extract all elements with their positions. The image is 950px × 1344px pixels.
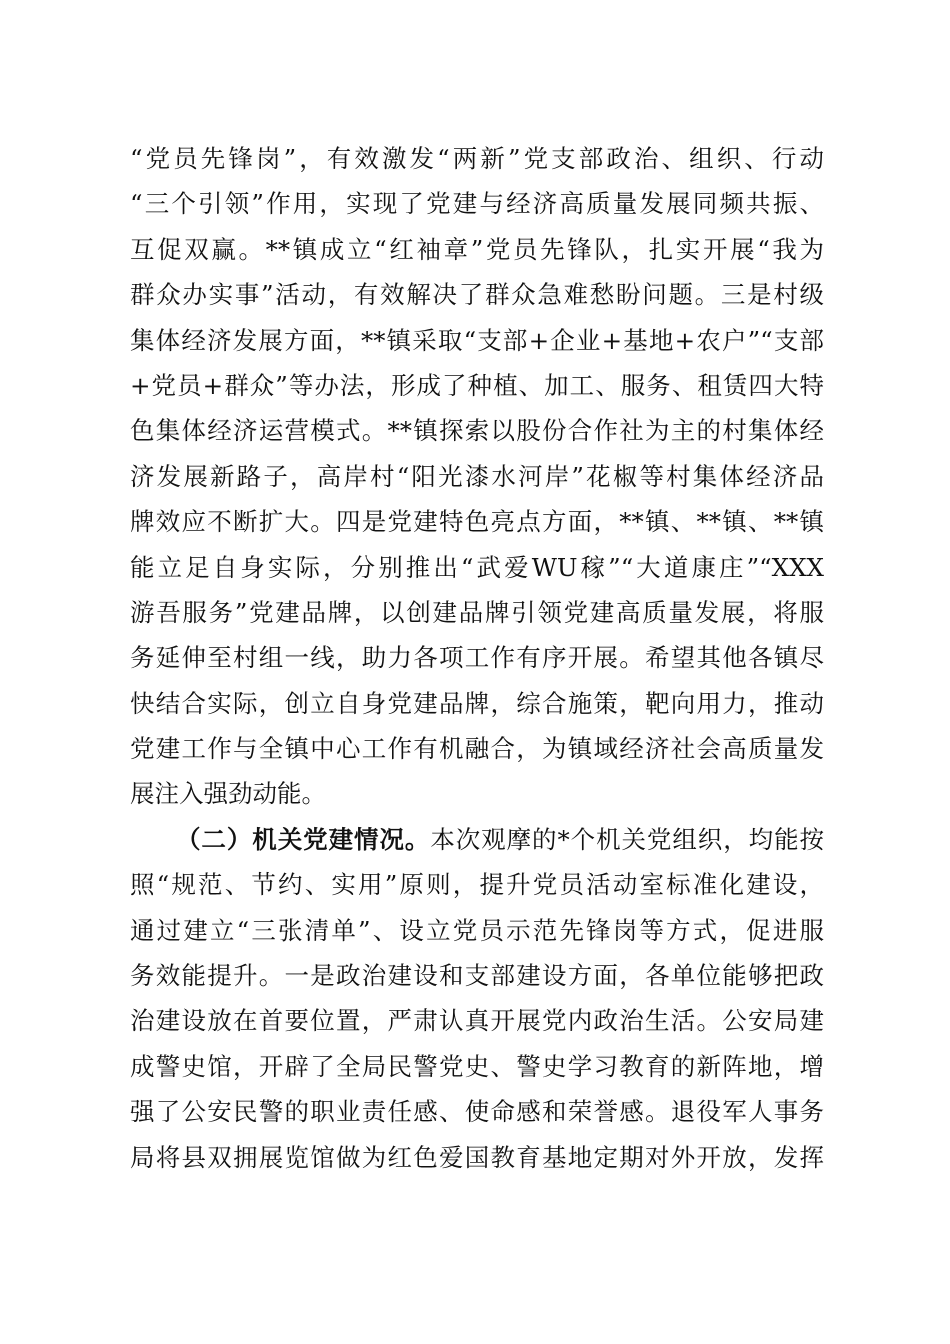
text-line: 照“规范、节约、实用”原则，提升党员活动室标准化建设，	[130, 870, 824, 900]
text-line: “党员先锋岗”，有效激发“两新”党支部政治、组织、行动	[130, 144, 824, 173]
text-line: 通过建立“三张清单”、设立党员示范先锋岗等方式，促进服	[130, 915, 824, 945]
text-line: 展注入强劲动能。	[130, 779, 326, 809]
text-line: +党员+群众”等办法，形成了种植、加工、服务、租赁四大特	[130, 370, 824, 400]
document-page	[130, 136, 824, 1180]
text-line: 党建工作与全镇中心工作有机融合，为镇域经济社会高质量发	[130, 734, 824, 764]
text-line: 能立足自身实际，分别推出“武爱WU稼”“大道康庄”“XXX	[130, 552, 824, 582]
text-line-first	[130, 817, 824, 862]
section-heading: （二）机关党建情况。	[176, 824, 431, 854]
text-line: 务延伸至村组一线，助力各项工作有序开展。希望其他各镇尽	[130, 643, 824, 673]
text-line: 集体经济发展方面，**镇采取“支部+企业+基地+农户”“支部	[130, 325, 824, 355]
text-run: 本次观摩的*个机关党组织，均能按	[430, 824, 825, 854]
text-line: 强了公安民警的职业责任感、使命感和荣誉感。退役军人事务	[130, 1097, 824, 1127]
text-line: “三个引领”作用，实现了党建与经济高质量发展同频共振、	[130, 189, 824, 219]
text-line: 成警史馆，开辟了全局民警党史、警史学习教育的新阵地，增	[130, 1051, 824, 1081]
paragraph-town-party-building	[130, 136, 824, 817]
text-line: 济发展新路子，高岸村“阳光漆水河岸”花椒等村集体经济品	[130, 461, 824, 491]
text-line: 游吾服务”党建品牌，以创建品牌引领党建高质量发展，将服	[130, 597, 824, 627]
text-line: 互促双赢。**镇成立“红袖章”党员先锋队，扎实开展“我为	[130, 234, 824, 264]
text-line: 色集体经济运营模式。**镇探索以股份合作社为主的村集体经	[130, 416, 824, 446]
text-line: 务效能提升。一是政治建设和支部建设方面，各单位能够把政	[130, 961, 824, 991]
text-line: 快结合实际，创立自身党建品牌，综合施策，靶向用力，推动	[130, 688, 824, 718]
text-line: 治建设放在首要位置，严肃认真开展党内政治生活。公安局建	[130, 1006, 824, 1036]
paragraph-organ-party-building	[130, 817, 824, 1180]
text-line: 牌效应不断扩大。四是党建特色亮点方面，**镇、**镇、**镇	[130, 507, 824, 537]
text-line: 局将县双拥展览馆做为红色爱国教育基地定期对外开放，发挥	[130, 1142, 824, 1172]
text-line: 群众办实事”活动，有效解决了群众急难愁盼问题。三是村级	[130, 280, 824, 310]
